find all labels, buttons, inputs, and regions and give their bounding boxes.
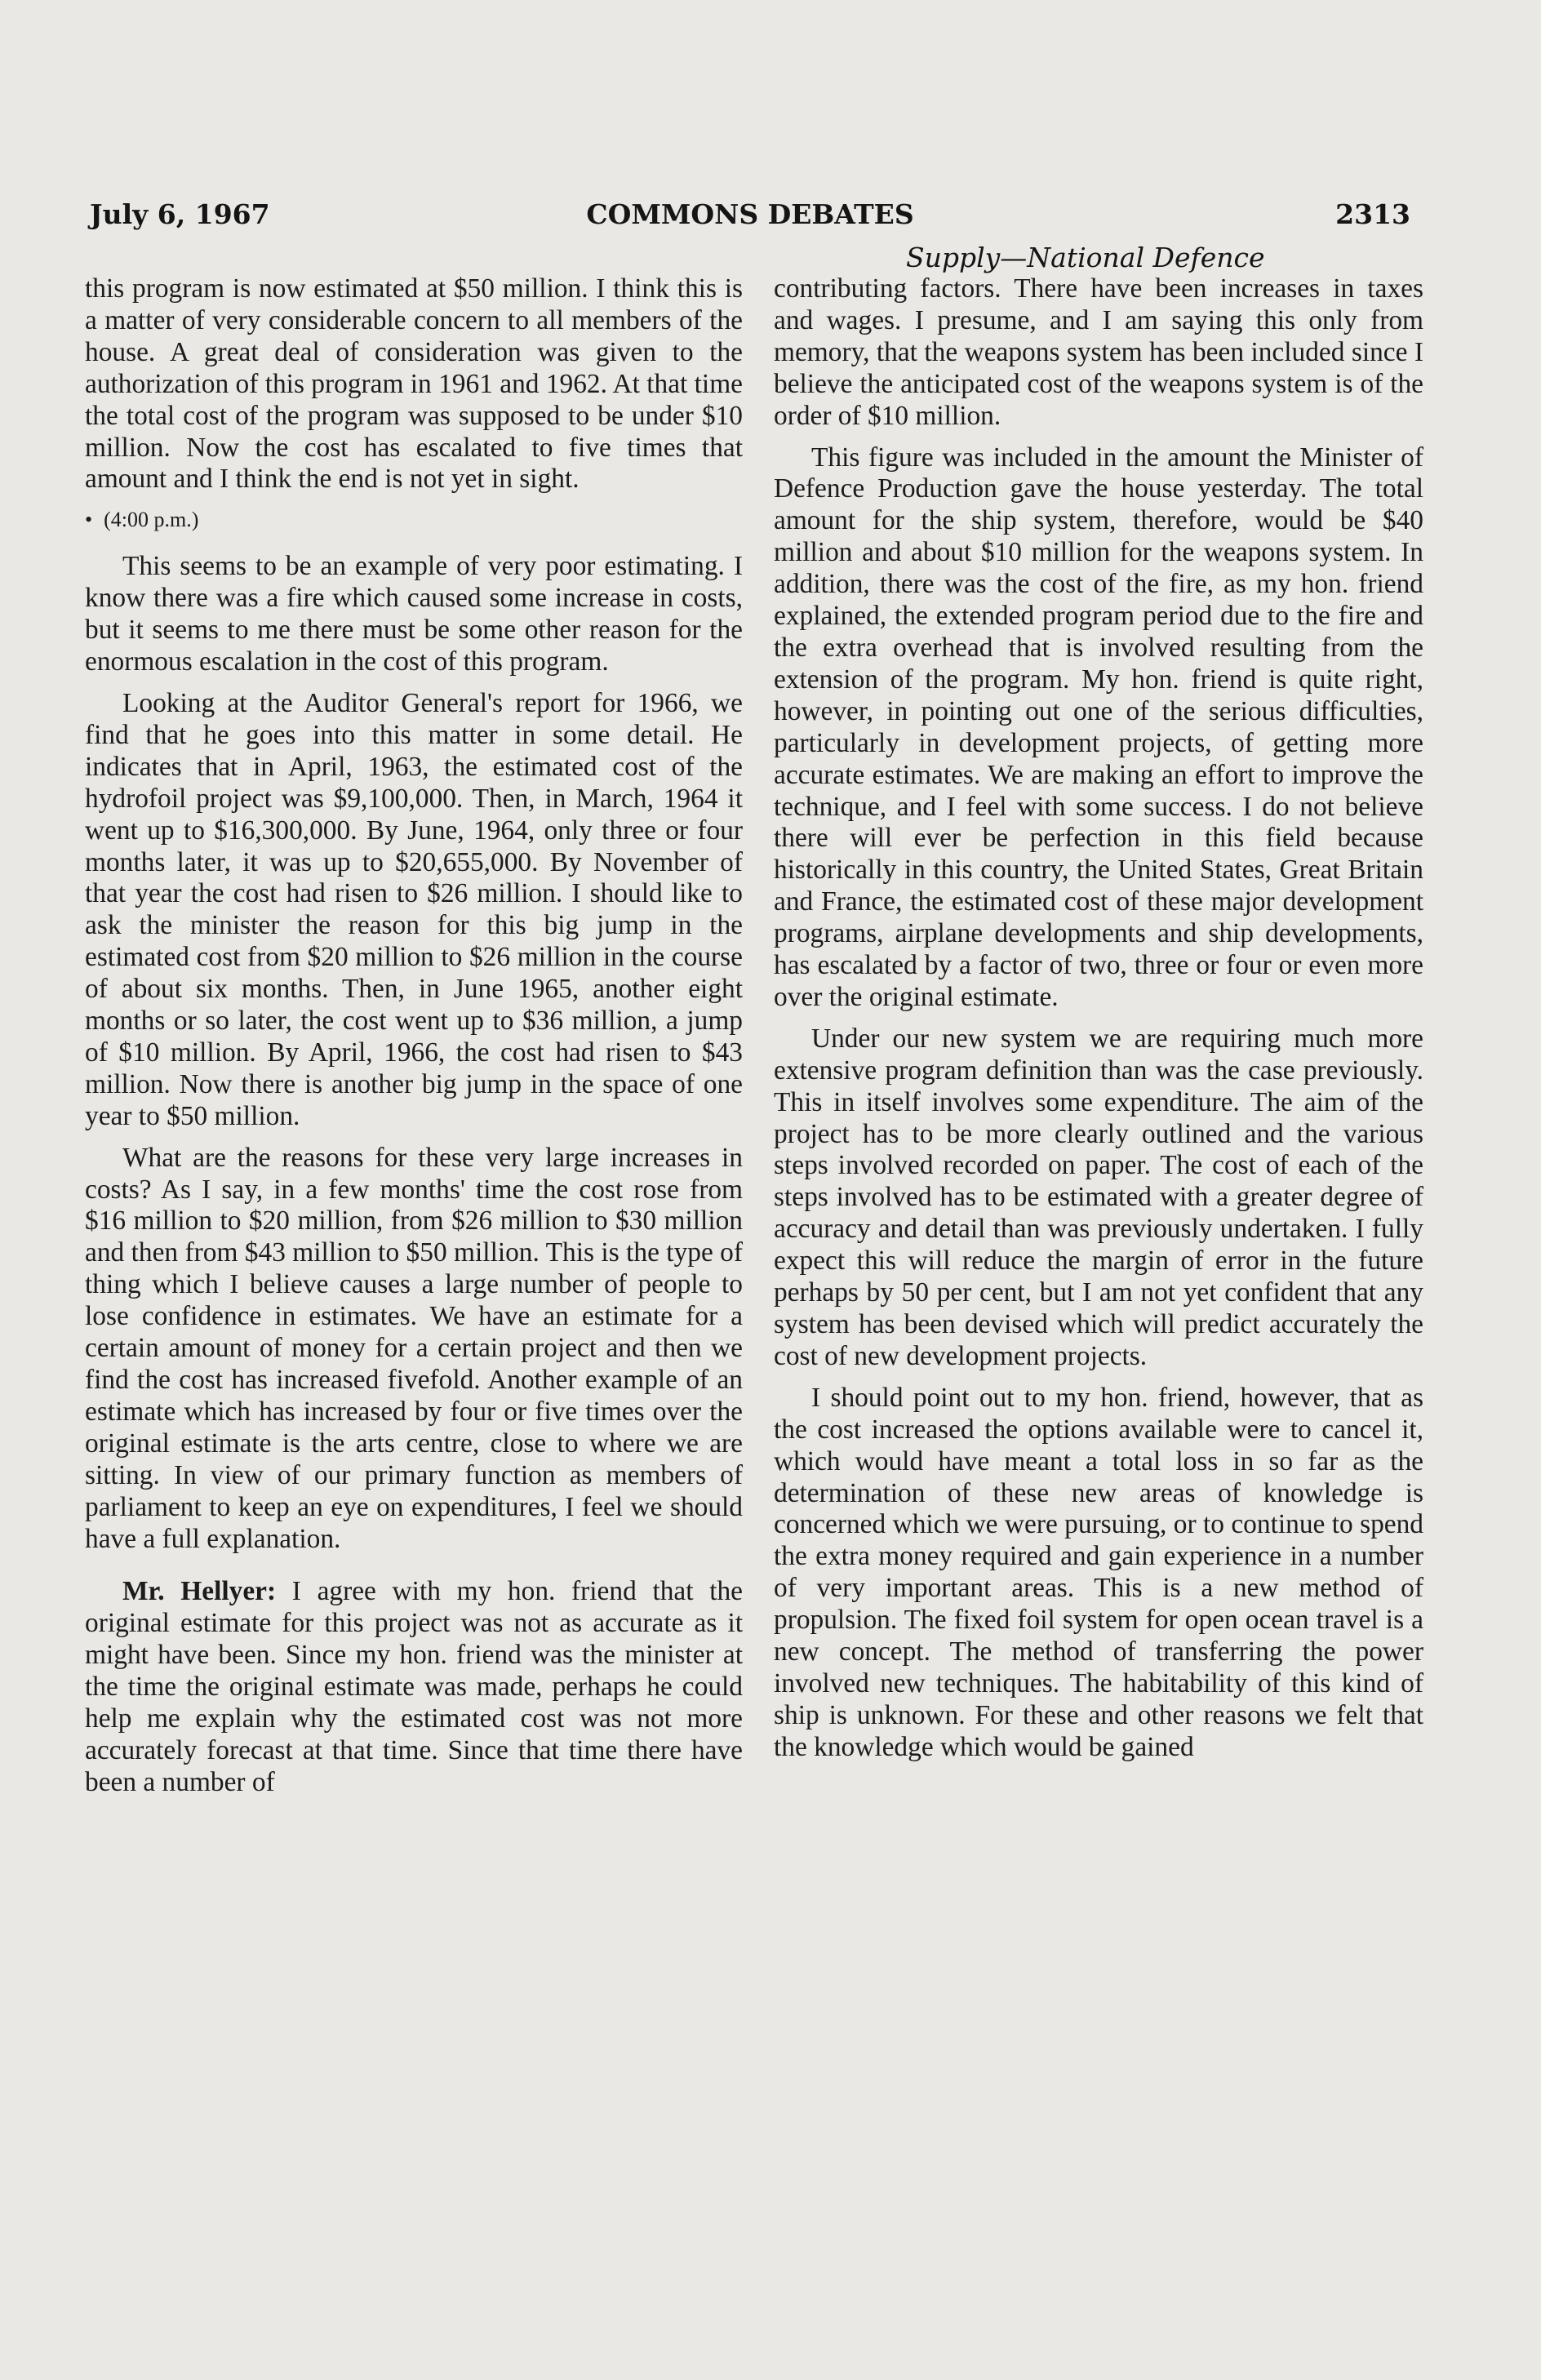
right-paragraph-1: contributing factors. There have been increases in taxes and wages. I presume, and I am saying this only from memory, that the weapons system has been included since I believe the anticipated cost of the weapons system is of the order of $10 million.	[774, 273, 1423, 431]
left-paragraph-3: Looking at the Auditor General's report for 1966, we find that he goes into this matter in some detail. He indicates that in April, 1963, the estimated cost of the hydrofoil project was $9,100,000. Then, in March, 1964 it went up to $16,300,000. By June, 1964, only three or four months later, it was up to $20,655,000. By November of that year the cost had risen to $26 million. I should like to ask the minister the reason for this big jump in the estimated cost from $20 million to $26 million in the course of about six months. Then, in June 1965, another eight months or so later, the cost went up to $36 million, a jump of $10 million. By April, 1966, the cost had risen to $43 million. Now there is another big jump in the space of one year to $50 million.	[85, 687, 743, 1131]
left-paragraph-1: this program is now estimated at $50 million. I think this is a matter of very considerable concern to all members of the house. A great deal of consideration was given to the authorization of this program in 1961 and 1962. At that time the total cost of the program was supposed to be under $10 million. Now the cost has escalated to five times that amount and I think the end is not yet in sight.	[85, 273, 743, 495]
page-header	[90, 198, 1410, 239]
speaker-name: Mr. Hellyer:	[122, 1576, 277, 1607]
right-paragraph-2: This figure was included in the amount the Minister of Defence Production gave the house yesterday. The total amount for the ship system, therefore, would be $40 million and about $10 million for the weapons system. In addition, there was the cost of the fire, as my hon. friend explained, the extended program period due to the fire and the extra overhead that is involved resulting from the extension of the program. My hon. friend is quite right, however, in pointing out one of the serious difficulties, particularly in development projects, of getting more accurate estimates. We are making an effort to improve the technique, and I feel with some success. I do not believe there will ever be perfection in this field because historically in this country, the United States, Great Britain and France, the estimated cost of these major development programs, airplane developments and ship developments, has escalated by a factor of two, three or four or even more over the original estimate.	[774, 442, 1423, 1012]
bullet-icon: •	[85, 508, 93, 532]
left-paragraph-4: What are the reasons for these very large increases in costs? As I say, in a few months' time the cost rose from $16 million to $20 million, from $26 million to $30 million and then from $43 million to $50 million. This is the type of thing which I believe causes a large number of people to lose confidence in estimates. We have an estimate for a certain amount of money for a certain project and then we find the cost has increased fivefold. Another example of an estimate which has increased by four or five times over the original estimate is the arts centre, close to where we are sitting. In view of our primary function as members of parliament to keep an eye on expenditures, I feel we should have a full explanation.	[85, 1142, 743, 1554]
left-column	[85, 273, 743, 1809]
speaker-text: I agree with my hon. friend that the original estimate for this project was not as accurate as it might have been. Since my hon. friend was the minister at the time the original estimate was made, perhaps he could help me explain why the estimated cost was not more accurately forecast at that time. Since that time there have been a number of	[85, 1576, 743, 1797]
right-column	[774, 273, 1423, 1774]
header-page-number: 2313	[1335, 198, 1410, 230]
time-stamp-text: (4:00 p.m.)	[104, 508, 199, 532]
header-journal-title: COMMONS DEBATES	[586, 198, 914, 230]
section-subheading: Supply—National Defence	[906, 242, 1265, 273]
header-date: July 6, 1967	[90, 198, 270, 230]
right-paragraph-4: I should point out to my hon. friend, however, that as the cost increased the options available were to cancel it, which would have meant a total loss in so far as the determination of these new areas of knowledge is concerned which we were pursuing, or to continue to spend the extra money required and gain experience in a number of very important areas. This is a new method of propulsion. The fixed foil system for open ocean travel is a new concept. The method of transferring the power involved new techniques. The habitability of this kind of ship is unknown. For these and other reasons we felt that the knowledge which would be gained	[774, 1382, 1423, 1762]
left-paragraph-5	[85, 1576, 743, 1798]
time-stamp	[85, 505, 743, 535]
left-paragraph-2: This seems to be an example of very poor estimating. I know there was a fire which caused some increase in costs, but it seems to me there must be some other reason for the enormous escalation in the cost of this program.	[85, 551, 743, 677]
right-paragraph-3: Under our new system we are requiring much more extensive program definition than was the case previously. This in itself involves some expenditure. The aim of the project has to be more clearly outlined and the various steps involved recorded on paper. The cost of each of the steps involved has to be estimated with a greater degree of accuracy and detail than was previously undertaken. I fully expect this will reduce the margin of error in the future perhaps by 50 per cent, but I am not yet confident that any system has been devised which will predict accurately the cost of new development projects.	[774, 1023, 1423, 1371]
